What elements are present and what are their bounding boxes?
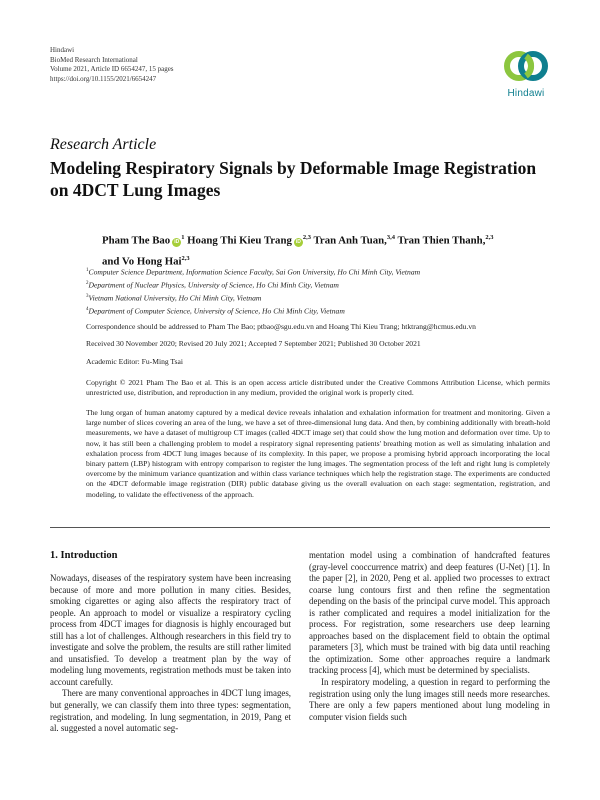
- affiliations: [86, 265, 550, 318]
- publication-dates: Received 30 November 2020; Revised 20 July 2021; Accepted 7 September 2021; Published 30 October 2021: [86, 339, 421, 348]
- author-affil-ref: 1: [181, 234, 185, 241]
- body-paragraph: There are many conventional approaches in 4DCT lung images, but generally, we can classify them into three types: segmentation, registration, and modeling. In lung segmentation, in 2019, Pang et al. suggested a novel automatic seg-: [50, 688, 291, 734]
- hindawi-rings-icon: [502, 46, 550, 86]
- affiliation: $^1$Computer Science Department, Information Science Faculty, Sai Gon University, Ho Chi Minh City, Vietnam: [86, 267, 421, 277]
- abstract: The lung organ of human anatomy captured by a medical device reveals inhalation and exhalation information for treatment and monitoring. Given a large number of slices covering an area of the lung, we have a set of three-dimensional lung data. And then, by combining additionally with breath-hold measurements, we have a dataset of multigroup CT images (called 4DCT image set) that could show the lung motion and deformation over time. Up to now, it has still been a challenging problem to model a respiratory signal representing patients' breathing motion as well as simulating inhalation and exhalation process from 4DCT lung images because of its complexity. In this paper, we propose a promising hybrid approach incorporating the local binary pattern (LBP) histogram with entropy comparison to register the lung images. The segmentation process of the left and right lung is completely overcome by the minimum variance quantization and within class variance techniques which help the registration stage. The experiments are conducted on the 4DCT deformable image registration (DIR) public database giving us the overall evaluation on each stage: segmentation, registration, and modeling, to validate the effectiveness of the approach.: [86, 408, 550, 499]
- author-name[interactable]: Hoang Thi Kieu Trang: [187, 234, 292, 247]
- body-paragraph: In respiratory modeling, a question in regard to performing the registration using only the lung images still needs more researches. There are only a few papers mentioned about lung modeling in computer vision fields such: [309, 677, 550, 722]
- author-name[interactable]: and Vo Hong Hai: [102, 255, 182, 268]
- orcid-icon[interactable]: iD: [174, 238, 180, 245]
- author-affil-ref: 3,4: [386, 234, 395, 241]
- author-name[interactable]: Pham The Bao: [102, 234, 171, 247]
- affiliation: $^2$Department of Nuclear Physics, University of Science, Ho Chi Minh City, Vietnam: [86, 280, 339, 290]
- author-affil-ref: 2,3: [485, 234, 494, 241]
- article-title: Modeling Respiratory Signals by Deformable Image Registration on 4DCT Lung Images: [50, 158, 537, 200]
- body-column-left: [50, 573, 291, 735]
- author-affil-ref: 2,3: [302, 234, 311, 241]
- hindawi-logo: [497, 46, 555, 106]
- journal-meta: [50, 46, 174, 84]
- academic-editor: Academic Editor: Fu-Ming Tsai: [86, 357, 183, 366]
- article-type: Research Article: [50, 136, 157, 153]
- body-paragraph: Nowadays, diseases of the respiratory system have been increasing because of more and more pollution in many cities. Besides, smoking cigarettes or aging also affects the respiratory tract of people. An approach to model or visualize a respiratory cycling process from 4DCT images for diagnosis is highly encouraged but still has a lot of challenges. Although researchers in this field try to investigate and solve the problem, the results are still rather limited and unsatisfied. To develop a treatment plan by the way of modeling lung movements, registration methods must be taken into account carefully.: [50, 573, 291, 687]
- section-divider: [50, 527, 550, 528]
- correspondence: Correspondence should be addressed to Pham The Bao; ptbao@sgu.edu.vn and Hoang Thi Kieu Trang; htktrang@hcmus.edu.vn: [86, 322, 476, 331]
- author-affil-ref: 2,3: [181, 254, 190, 262]
- affiliation: $^4$Department of Computer Science, University of Science, Ho Chi Minh City, Vietnam: [86, 306, 345, 316]
- volume-line: Volume 2021, Article ID 6654247, 15 pages: [50, 65, 174, 74]
- copyright-notice: Copyright © 2021 Pham The Bao et al. This is an open access article distributed under the Creative Commons Attribution License, which permits unrestricted use, distribution, and reproduction in any medium, provided the original work is properly cited.: [86, 378, 550, 398]
- author-name[interactable]: Tran Thien Thanh,: [397, 234, 486, 247]
- body-column-right: [309, 550, 550, 723]
- author-list: [102, 229, 550, 270]
- body-paragraph: mentation model using a combination of handcrafted features (gray-level cooccurrence matrix) and deep features (U-Net) [1]. In the paper [2], in 2020, Peng et al. applied two processes to extract coarse lung contours first and then refine the segmentation depending on the basis of the principal curve model. This approach is rather complicated and requires a model initialization for the process. For registration, some researchers use deep learning approaches based on the displacement field to obtain the optimal parameters [3], which must be trained with big data until reaching the optimization. Some other approaches require a landmark tracking process [4], which must be determined by specialists.: [309, 550, 550, 676]
- orcid-icon[interactable]: iD: [295, 238, 301, 245]
- publisher-name: Hindawi: [50, 46, 75, 54]
- journal-name: BioMed Research International: [50, 55, 138, 64]
- author-name[interactable]: Tran Anh Tuan,: [313, 234, 387, 247]
- affiliation: $^3$Vietnam National University, Ho Chi Minh City, Vietnam: [86, 293, 262, 303]
- doi-link[interactable]: https://doi.org/10.1155/2021/6654247: [50, 74, 157, 83]
- logo-wordmark: Hindawi: [507, 88, 545, 99]
- section-heading: 1. Introduction: [50, 550, 118, 561]
